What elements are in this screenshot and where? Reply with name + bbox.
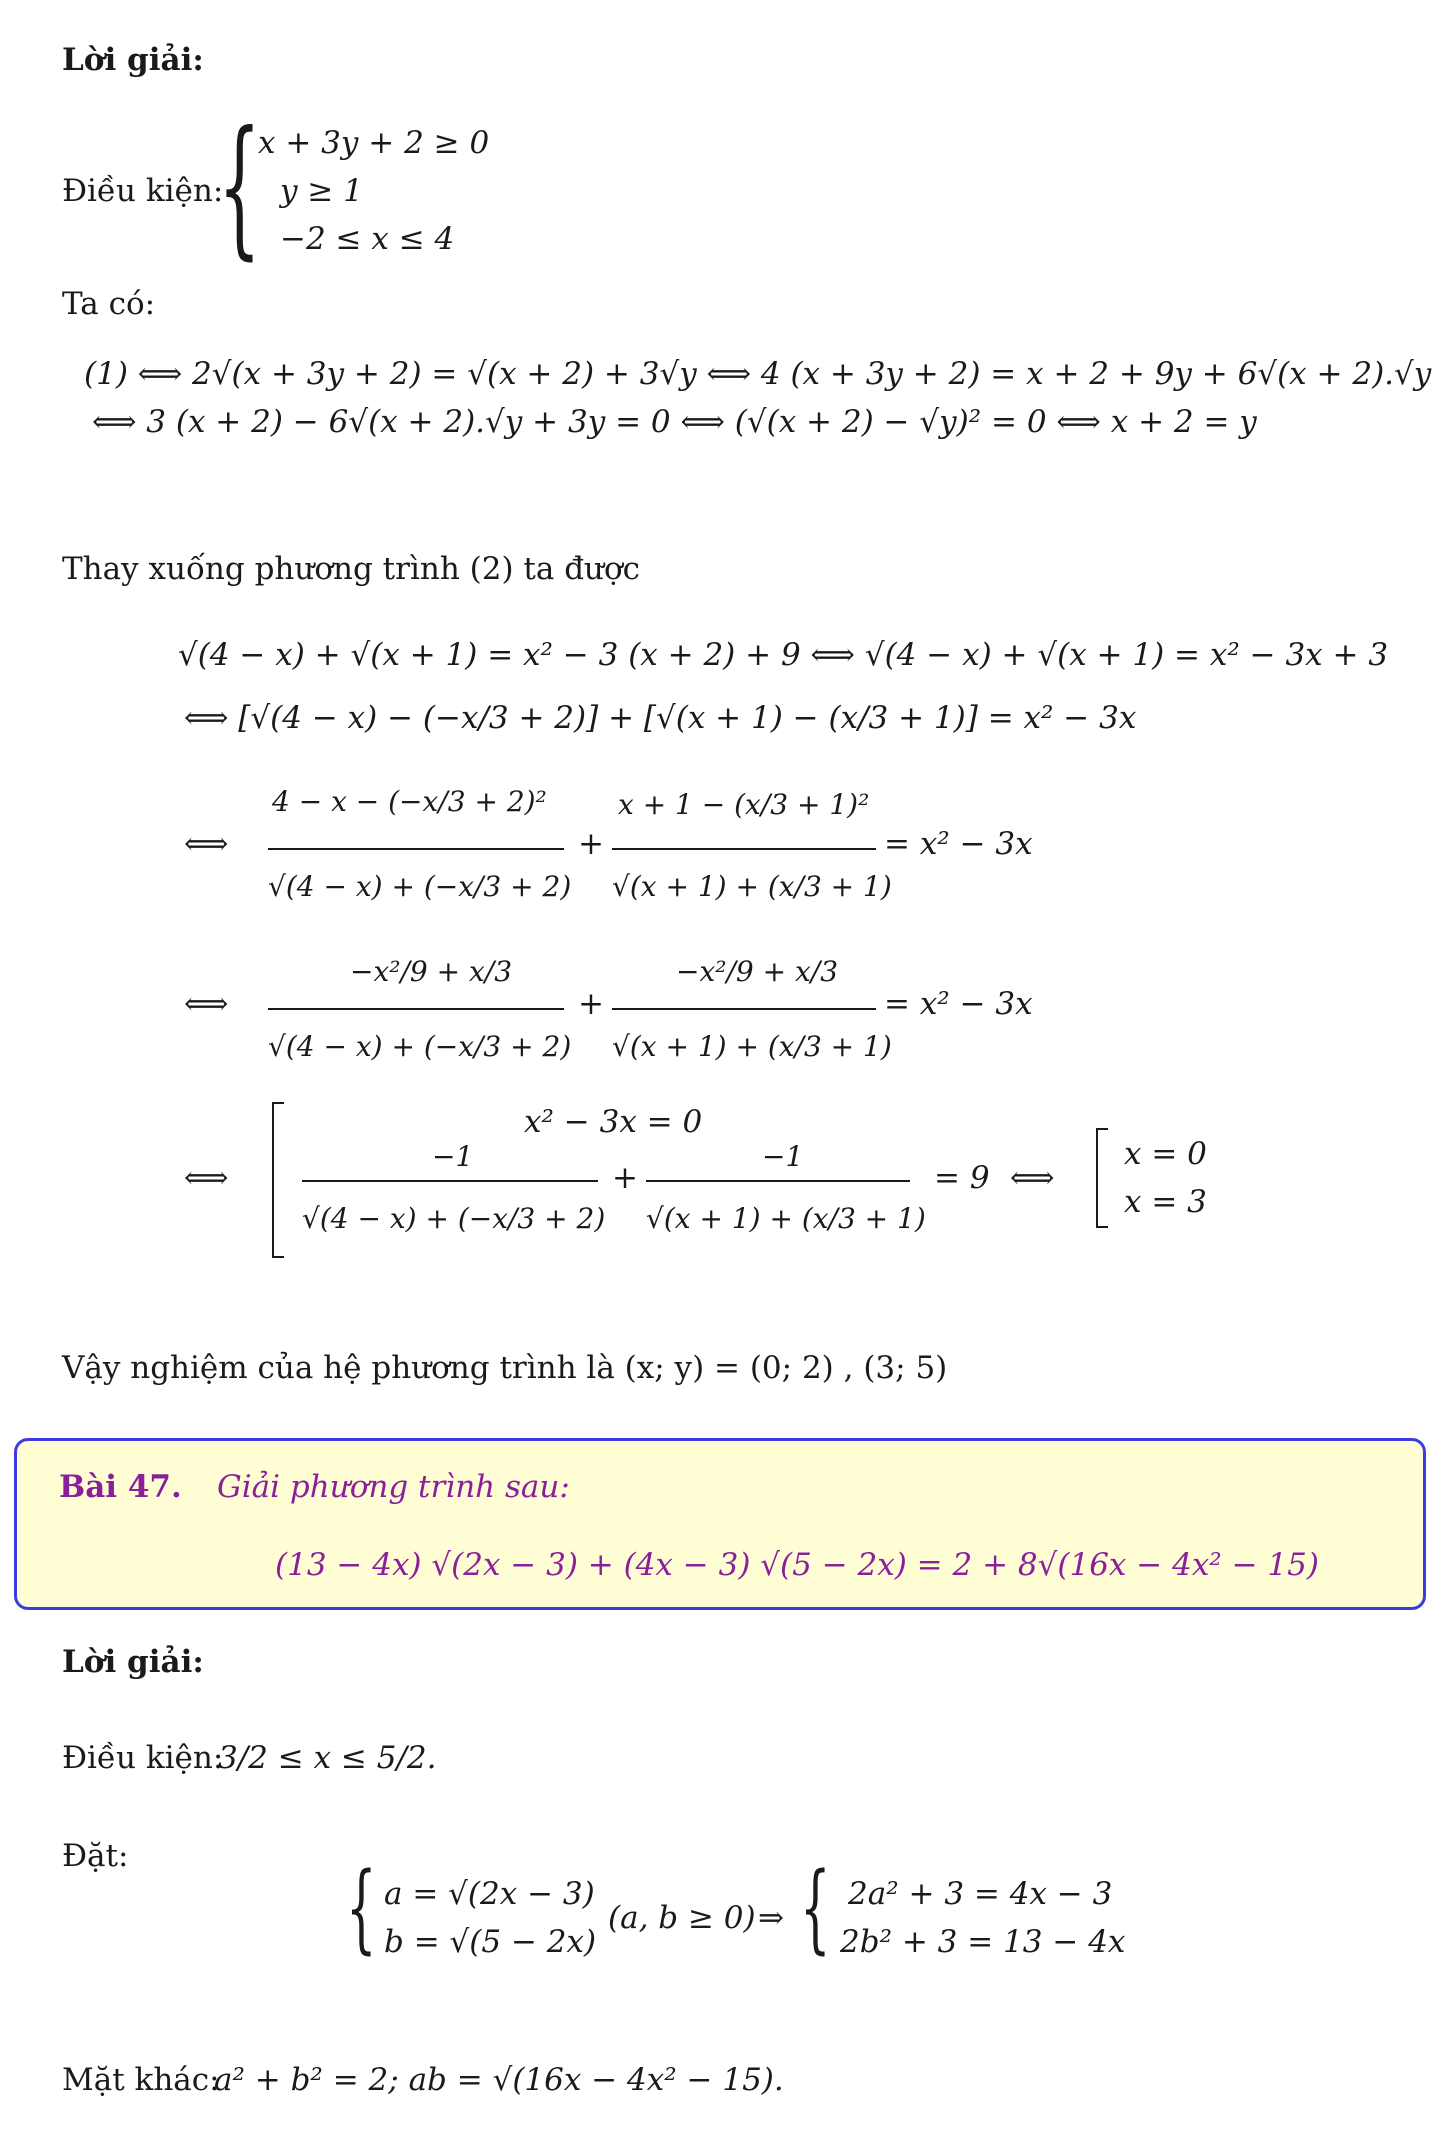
plus-sign: + bbox=[612, 1160, 638, 1196]
condition-range: 3/2 ≤ x ≤ 5/2. bbox=[218, 1740, 437, 1776]
other-relation: a² + b² = 2; ab = √(16x − 4x² − 15). bbox=[214, 2062, 784, 2098]
step5-denominator-b: √(x + 1) + (x/3 + 1) bbox=[646, 1202, 926, 1235]
solution-heading: Lời giải: bbox=[62, 42, 204, 78]
step5-rhs: = 9 bbox=[934, 1160, 990, 1196]
condition-3: −2 ≤ x ≤ 4 bbox=[280, 221, 455, 257]
step-2: ⟺ [√(4 − x) − (−x/3 + 2)] + [√(x + 1) − (x/3 + 1)] = x² − 3x bbox=[184, 700, 1137, 736]
left-brace-icon: { bbox=[800, 1852, 831, 1964]
left-bracket-icon bbox=[1096, 1128, 1108, 1228]
root-1: x = 0 bbox=[1124, 1136, 1207, 1172]
solution-heading-2: Lời giải: bbox=[62, 1644, 204, 1680]
step3-numerator-a: 4 − x − (−x/3 + 2)² bbox=[272, 785, 547, 818]
step3-denominator-b: √(x + 1) + (x/3 + 1) bbox=[612, 870, 892, 903]
other-label: Mặt khác: bbox=[62, 2062, 220, 2098]
fraction-bar bbox=[302, 1180, 598, 1182]
equation-line-2: ⟺ 3 (x + 2) − 6√(x + 2).√y + 3y = 0 ⟺ (√(x + 2) − √y)² = 0 ⟺ x + 2 = y bbox=[92, 404, 1257, 440]
result-1: 2a² + 3 = 4x − 3 bbox=[848, 1876, 1113, 1912]
step4-numerator-b: −x²/9 + x/3 bbox=[676, 955, 839, 988]
we-have-label: Ta có: bbox=[62, 286, 156, 322]
nonnegative-condition: (a, b ≥ 0) bbox=[608, 1900, 756, 1936]
iff-symbol-4: ⟺ bbox=[184, 986, 229, 1022]
iff-symbol-5: ⟺ bbox=[184, 1160, 229, 1196]
substitute-label: Thay xuống phương trình (2) ta được bbox=[62, 551, 641, 587]
fraction-bar bbox=[612, 848, 876, 850]
plus-sign: + bbox=[578, 986, 604, 1022]
fraction-bar bbox=[268, 848, 564, 850]
left-brace-icon: { bbox=[346, 1852, 377, 1964]
condition-2: y ≥ 1 bbox=[280, 173, 363, 209]
problem-equation: (13 − 4x) √(2x − 3) + (4x − 3) √(5 − 2x) = 2 + 8√(16x − 4x² − 15) bbox=[275, 1547, 1319, 1583]
fraction-bar bbox=[268, 1008, 564, 1010]
substitution-b: b = √(5 − 2x) bbox=[384, 1924, 597, 1960]
step-1: √(4 − x) + √(x + 1) = x² − 3 (x + 2) + 9 ⟺ √(4 − x) + √(x + 1) = x² − 3x + 3 bbox=[178, 637, 1389, 673]
step5-numerator-a: −1 bbox=[432, 1140, 474, 1173]
iff-symbol-6: ⟺ bbox=[1010, 1160, 1055, 1196]
step5-denominator-a: √(4 − x) + (−x/3 + 2) bbox=[302, 1202, 606, 1235]
iff-symbol-3: ⟺ bbox=[184, 826, 229, 862]
step4-numerator-a: −x²/9 + x/3 bbox=[350, 955, 513, 988]
left-brace-icon: { bbox=[218, 100, 261, 274]
implies-symbol: ⇒ bbox=[758, 1900, 784, 1936]
conclusion: Vậy nghiệm của hệ phương trình là (x; y) = (0; 2) , (3; 5) bbox=[62, 1350, 948, 1386]
left-bracket-icon bbox=[272, 1102, 284, 1258]
condition-label-2: Điều kiện: bbox=[62, 1740, 224, 1776]
step4-denominator-b: √(x + 1) + (x/3 + 1) bbox=[612, 1030, 892, 1063]
root-2: x = 3 bbox=[1124, 1184, 1207, 1220]
fraction-bar bbox=[612, 1008, 876, 1010]
result-2: 2b² + 3 = 13 − 4x bbox=[840, 1924, 1126, 1960]
set-label: Đặt: bbox=[62, 1838, 129, 1874]
problem-label: Bài 47. bbox=[59, 1469, 182, 1505]
step3-rhs: = x² − 3x bbox=[884, 826, 1033, 862]
step4-rhs: = x² − 3x bbox=[884, 986, 1033, 1022]
equation-line-1: (1) ⟺ 2√(x + 3y + 2) = √(x + 2) + 3√y ⟺ 4 (x + 3y + 2) = x + 2 + 9y + 6√(x + 2).√y bbox=[84, 356, 1432, 392]
plus-sign: + bbox=[578, 826, 604, 862]
problem-box bbox=[14, 1438, 1426, 1610]
condition-1: x + 3y + 2 ≥ 0 bbox=[258, 125, 490, 161]
fraction-bar bbox=[646, 1180, 910, 1182]
step5-numerator-b: −1 bbox=[762, 1140, 804, 1173]
step3-denominator-a: √(4 − x) + (−x/3 + 2) bbox=[268, 870, 572, 903]
step5-top: x² − 3x = 0 bbox=[524, 1104, 703, 1140]
step3-numerator-b: x + 1 − (x/3 + 1)² bbox=[618, 788, 870, 821]
substitution-a: a = √(2x − 3) bbox=[384, 1876, 595, 1912]
condition-label: Điều kiện: bbox=[62, 173, 224, 209]
problem-prompt: Giải phương trình sau: bbox=[217, 1469, 570, 1505]
step4-denominator-a: √(4 − x) + (−x/3 + 2) bbox=[268, 1030, 572, 1063]
